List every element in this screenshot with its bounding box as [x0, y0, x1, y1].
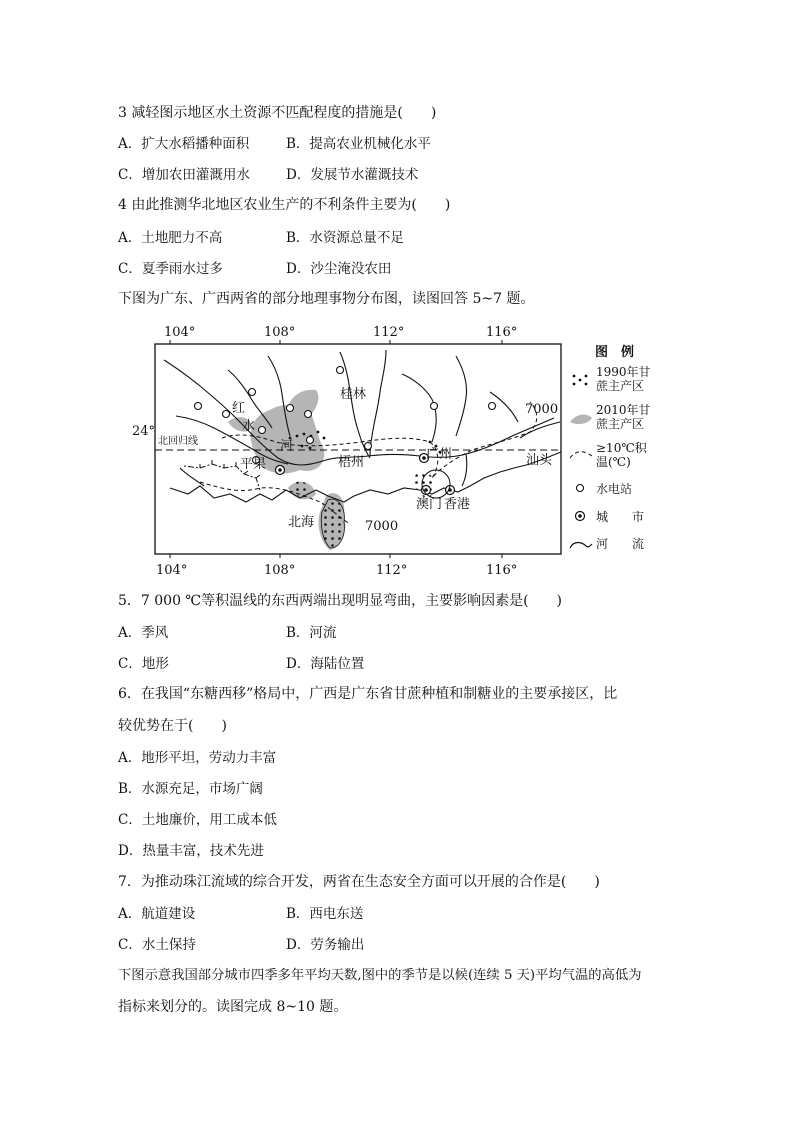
legend-1990-l2: 蔗主产区 [596, 379, 645, 393]
question-6-stem-line1: 6．在我国“东糖西移”格局中，广西是广东省甘蔗种植和制糖业的主要承接区，比 [118, 686, 618, 702]
lon-label-104-bottom: 104° [156, 563, 188, 578]
tropic-label: 北回归线 [158, 436, 198, 447]
q5-option-b[interactable]: B．河流 [286, 625, 337, 641]
question-7-stem: 7．为推动珠江流域的综合开发，两省在生态安全方面可以开展的合作是( ) [118, 874, 600, 890]
q4-option-b[interactable]: B．水资源总量不足 [286, 230, 404, 246]
lon-label-116-top: 116° [486, 325, 518, 340]
q5-option-d[interactable]: D．海陆位置 [286, 656, 365, 672]
legend-isotherm-l2: 温(℃) [596, 455, 631, 469]
q5-option-a[interactable]: A．季风 [118, 625, 169, 641]
label-pingguo: 平果 [240, 457, 267, 472]
question-5-stem: 5．7 000 ℃等积温线的东西两端出现明显弯曲，主要影响因素是( ) [118, 593, 563, 609]
q7-option-c[interactable]: C．水土保持 [118, 937, 196, 953]
q6-option-b[interactable]: B．水源充足，市场广阔 [118, 781, 263, 797]
legend-hydro: 水电站 [596, 482, 633, 496]
q3-option-c[interactable]: C．增加农田灌溉用水 [118, 167, 250, 183]
map-legend [570, 344, 651, 551]
legend-1990-symbol [573, 375, 588, 386]
legend-isotherm-symbol [570, 452, 592, 458]
q7-option-d[interactable]: D．劳务输出 [286, 937, 365, 953]
intro-questions-5-7: 下图为广东、广西两省的部分地理事物分布图，读图回答 5~7 题。 [118, 291, 535, 307]
lon-label-108-top: 108° [264, 325, 296, 340]
label-hong: 红 [232, 401, 246, 416]
label-guilin: 桂林 [340, 387, 367, 402]
q5-option-c[interactable]: C．地形 [118, 656, 169, 672]
question-3-stem: 3 减轻图示地区水土资源不匹配程度的措施是( ) [118, 105, 437, 121]
lon-label-112-top: 112° [373, 325, 405, 340]
lat-label-24: 24° [132, 424, 156, 439]
q3-option-b[interactable]: B．提高农业机械化水平 [286, 136, 431, 152]
isotherm-label-south: 7000 [365, 519, 399, 534]
legend-title: 图 例 [595, 345, 635, 360]
isotherm-label-east: 7000 [525, 402, 559, 417]
label-wuzhou: 梧州 [338, 455, 365, 470]
map-frame [155, 344, 561, 554]
label-he: 河 [280, 439, 294, 454]
label-beihai: 北海 [288, 515, 315, 530]
q6-option-a[interactable]: A．地形平坦，劳动力丰富 [118, 750, 277, 766]
guangdong-guangxi-map [132, 318, 680, 580]
legend-isotherm-l1: ≥10℃积 [596, 441, 647, 455]
label-guangzhou: 广州 [426, 447, 453, 462]
legend-hydro-icon [577, 485, 584, 492]
lon-label-116-bottom: 116° [486, 563, 518, 578]
legend-1990-l1: 1990年甘 [596, 365, 651, 379]
q7-option-a[interactable]: A．航道建设 [118, 906, 196, 922]
legend-river: 河 流 [596, 537, 645, 551]
legend-2010-l1: 2010年甘 [596, 403, 651, 417]
intro-questions-8-10-line2: 指标来划分的。读图完成 8~10 题。 [118, 999, 348, 1015]
label-shui: 水 [242, 419, 256, 434]
legend-2010-symbol [570, 415, 592, 425]
question-4-stem: 4 由此推测华北地区农业生产的不利条件主要为( ) [118, 197, 451, 213]
legend-river-icon [570, 543, 592, 549]
question-6-stem-line2: 较优势在于( ) [118, 718, 227, 734]
lon-label-112-bottom: 112° [376, 563, 408, 578]
label-shantou: 汕头 [526, 453, 553, 468]
q3-option-d[interactable]: D．发展节水灌溉技术 [286, 167, 419, 183]
lon-label-104-top: 104° [164, 325, 196, 340]
q4-option-a[interactable]: A．土地肥力不高 [118, 230, 223, 246]
legend-city-icon-dot [578, 514, 582, 518]
q3-option-a[interactable]: A．扩大水稻播种面积 [118, 136, 250, 152]
label-xianggang: 香港 [444, 497, 471, 512]
q6-option-c[interactable]: C．土地廉价，用工成本低 [118, 812, 277, 828]
coastline [170, 452, 561, 502]
label-aomen: 澳门 [416, 497, 443, 512]
intro-questions-8-10-line1: 下图示意我国部分城市四季多年平均天数,图中的季节是以候(连续 5 天)平均气温的高低为 [118, 968, 642, 983]
lon-label-108-bottom: 108° [264, 563, 296, 578]
q7-option-b[interactable]: B．西电东送 [286, 906, 364, 922]
legend-2010-l2: 蔗主产区 [596, 417, 645, 431]
q4-option-d[interactable]: D．沙尘淹没农田 [286, 261, 392, 277]
legend-city: 城 市 [596, 510, 645, 524]
q6-option-d[interactable]: D．热量丰富，技术先进 [118, 843, 264, 859]
q4-option-c[interactable]: C．夏季雨水过多 [118, 261, 223, 277]
